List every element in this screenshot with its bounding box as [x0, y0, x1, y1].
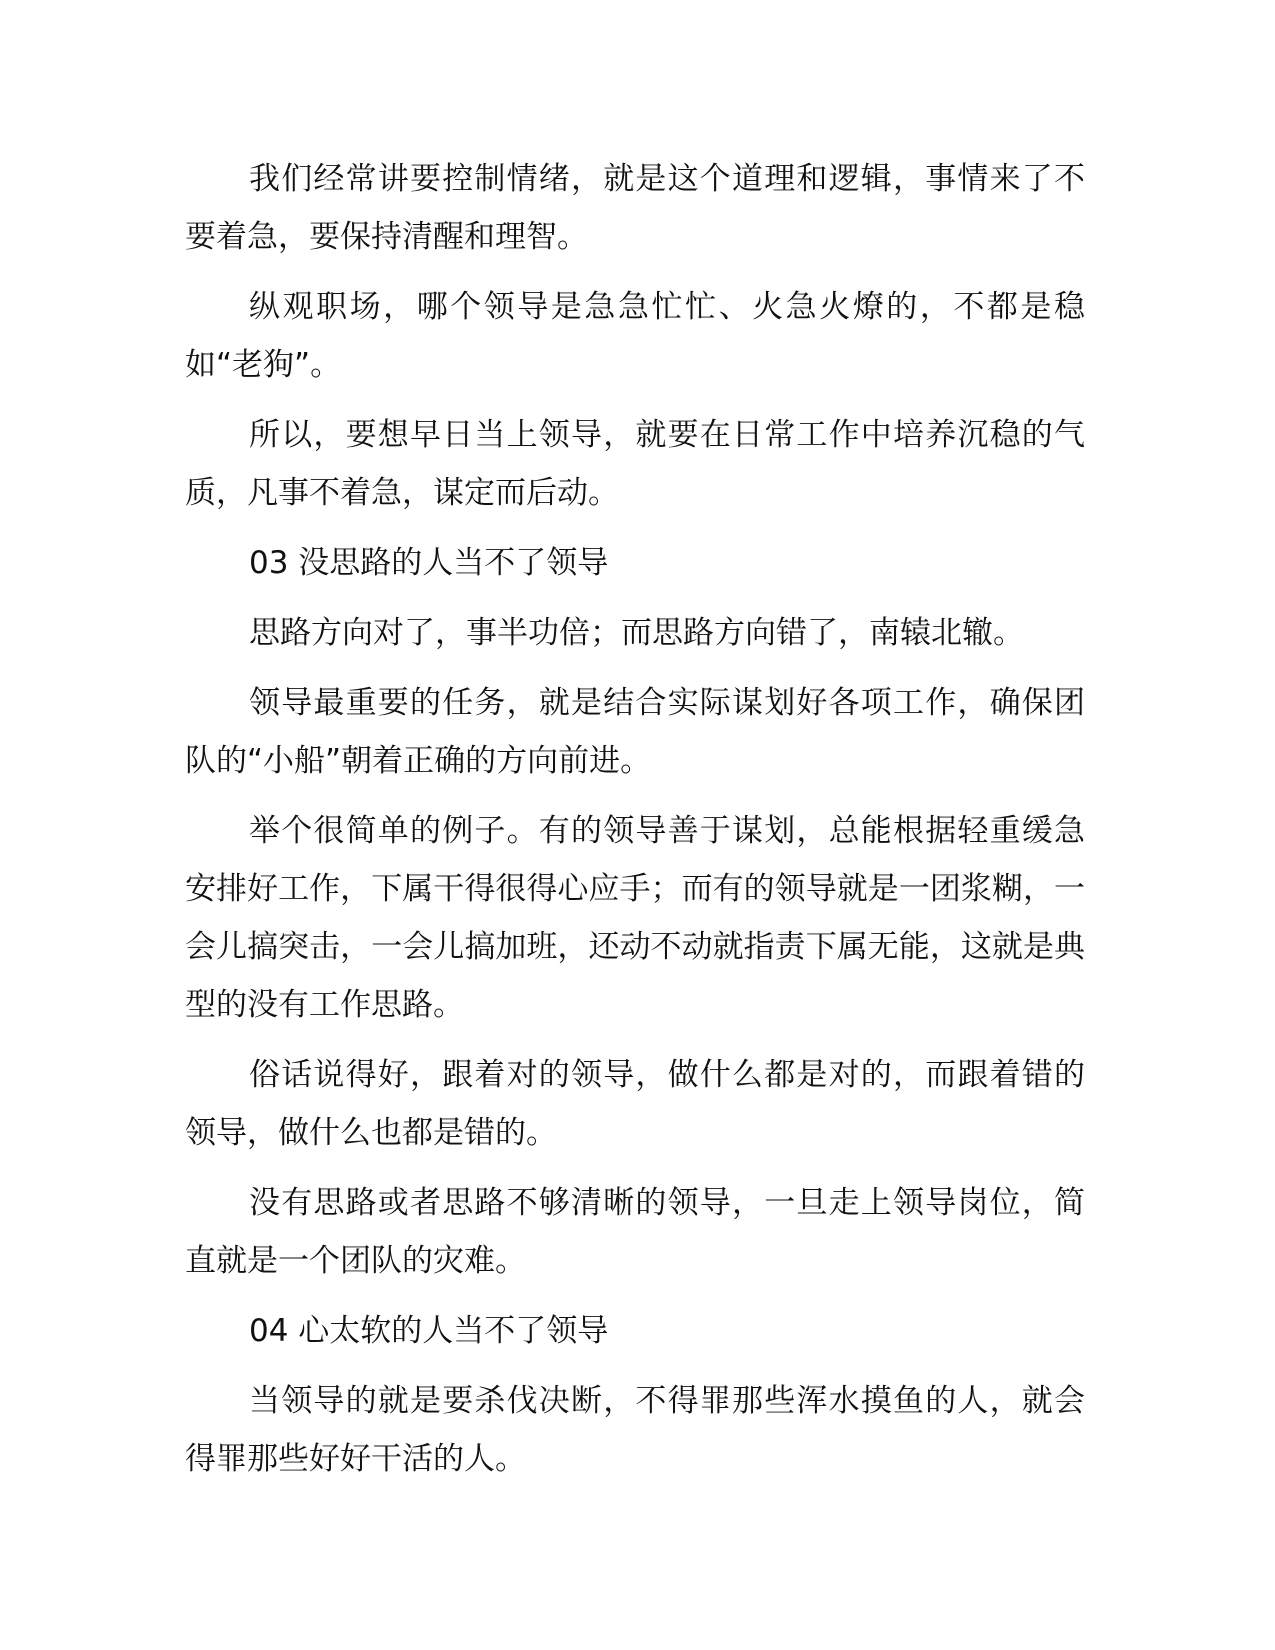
section-heading: 03 没思路的人当不了领导 — [249, 545, 609, 581]
paragraph: 领导最重要的任务，就是结合实际谋划好各项工作，确保团队的“小船”朝着正确的方向前进。 — [185, 685, 1085, 779]
paragraph: 所以，要想早日当上领导，就要在日常工作中培养沉稳的气质，凡事不着急，谋定而后动。 — [185, 417, 1085, 511]
paragraph: 没有思路或者思路不够清晰的领导，一旦走上领导岗位，简直就是一个团队的灾难。 — [185, 1185, 1085, 1279]
paragraph: 举个很简单的例子。有的领导善于谋划，总能根据轻重缓急安排好工作，下属干得很得心应手；而有的领导就是一团浆糊，一会儿搞突击，一会儿搞加班，还动不动就指责下属无能，这就是典型的没有工作思路。 — [185, 813, 1085, 1023]
document-body — [185, 150, 1085, 1500]
paragraph: 纵观职场，哪个领导是急急忙忙、火急火燎的，不都是稳如“老狗”。 — [185, 289, 1085, 383]
paragraph: 我们经常讲要控制情绪，就是这个道理和逻辑，事情来了不要着急，要保持清醒和理智。 — [185, 161, 1085, 255]
paragraph: 俗话说得好，跟着对的领导，做什么都是对的，而跟着错的领导，做什么也都是错的。 — [185, 1057, 1085, 1151]
paragraph: 思路方向对了，事半功倍；而思路方向错了，南辕北辙。 — [249, 615, 1024, 651]
section-heading: 04 心太软的人当不了领导 — [249, 1313, 609, 1349]
paragraph: 当领导的就是要杀伐决断，不得罪那些浑水摸鱼的人，就会得罪那些好好干活的人。 — [185, 1383, 1085, 1477]
